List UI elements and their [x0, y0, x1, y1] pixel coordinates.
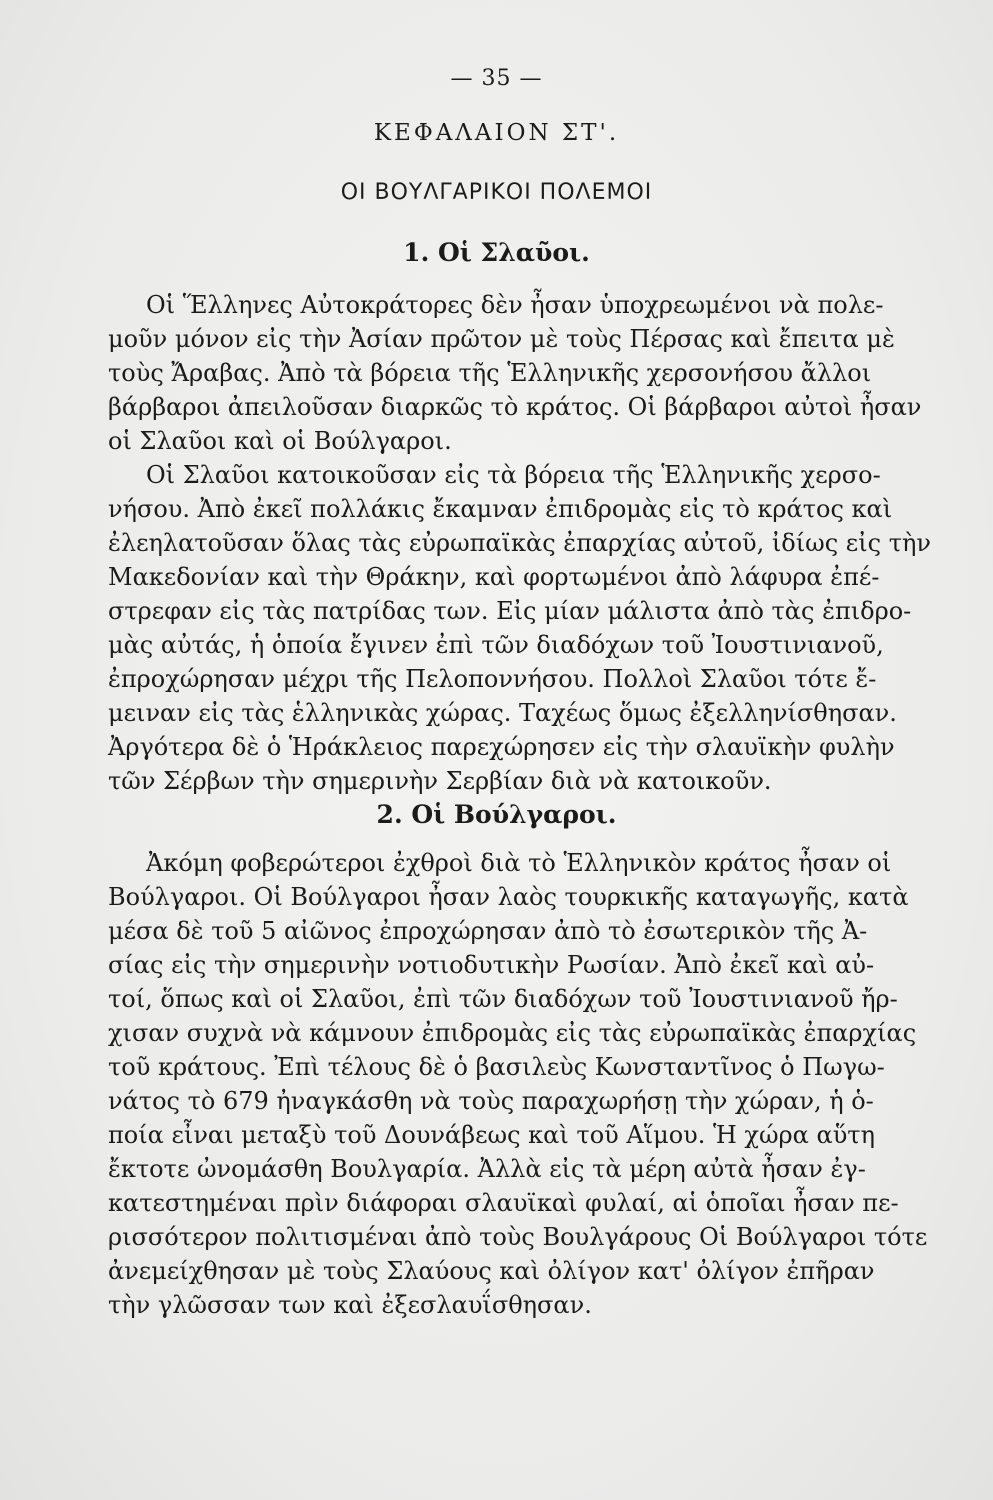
text-line: ἀνεμείχθησαν μὲ τοὺς Σλαύους καὶ ὀλίγον κατ' ὀλίγον ἐπῆραν [108, 1257, 875, 1285]
text-line: ἐλεηλατοῦσαν ὅλας τὰς εὐρωπαϊκὰς ἐπαρχίας αὐτοῦ, ἰδίως εἰς τὴν [108, 529, 931, 557]
section-heading-bulgarians: 2. Οἱ Βούλγαροι. [376, 800, 617, 829]
text-line: τοί, ὅπως καὶ οἱ Σλαῦοι, ἐπὶ τῶν διαδόχων τοῦ Ἰουστινιανοῦ ἤρ- [108, 985, 898, 1013]
text-line: νήσου. Ἀπὸ ἐκεῖ πολλάκις ἔκαμναν ἐπιδρομὰς εἰς τὸ κράτος καὶ [108, 495, 893, 523]
text-line: τὴν γλῶσσαν των καὶ ἐξεσλαυΐσθησαν. [108, 1291, 592, 1319]
text-line: Ἀκόμη φοβερώτεροι ἐχθροὶ διὰ τὸ Ἑλληνικὸν κράτος ἦσαν οἱ [146, 849, 892, 877]
section-heading-slavs: 1. Οἱ Σλαῦοι. [403, 238, 590, 267]
text-line: κατεστημέναι πρὶν διάφοραι σλαυϊκαὶ φυλαί, αἱ ὁποῖαι ἦσαν πε- [108, 1189, 899, 1217]
text-line: νάτος τὸ 679 ἠναγκάσθη νὰ τοὺς παραχωρήσῃ τὴν χώραν, ἡ ὁ- [108, 1087, 874, 1115]
text-line: Ἀργότερα δὲ ὁ Ἡράκλειος παρεχώρησεν εἰς τὴν σλαυϊκὴν φυλὴν [108, 733, 895, 761]
text-line: μέσα δὲ τοῦ 5 αἰῶνος ἐπροχώρησαν ἀπὸ τὸ ἐσωτερικὸν τῆς Ἀ- [108, 917, 868, 945]
text-line: τῶν Σέρβων τὴν σημερινὴν Σερβίαν διὰ νὰ κατοικοῦν. [108, 767, 772, 795]
text-line: ἔκτοτε ὠνομάσθη Βουλγαρία. Ἀλλὰ εἰς τὰ μέρη αὐτὰ ἦσαν ἐγ- [108, 1155, 866, 1183]
text-line: οἱ Σλαῦοι καὶ οἱ Βούλγαροι. [108, 427, 452, 455]
text-line: ρισσότερον πολιτισμέναι ἀπὸ τοὺς Βουλγάρους Οἱ Βούλγαροι τότε [108, 1223, 928, 1251]
text-line: στρεφαν εἰς τὰς πατρίδας των. Εἰς μίαν μάλιστα ἀπὸ τὰς ἐπιδρο- [108, 597, 912, 625]
text-line: τοῦ κράτους. Ἐπὶ τέλους δὲ ὁ βασιλεὺς Κωνσταντῖνος ὁ Πωγω- [108, 1053, 885, 1081]
text-line: Οἱ Σλαῦοι κατοικοῦσαν εἰς τὰ βόρεια τῆς Ἑλληνικῆς χερσο- [146, 461, 881, 489]
chapter-title: ΟΙ ΒΟΥΛΓΑΡΙΚΟΙ ΠΟΛΕΜΟΙ [340, 180, 653, 205]
text-line: ἐπροχώρησαν μέχρι τῆς Πελοποννήσου. Πολλοὶ Σλαῦοι τότε ἔ- [108, 665, 877, 693]
text-line: ποία εἶναι μεταξὺ τοῦ Δουνάβεως καὶ τοῦ Αἵμου. Ἡ χώρα αὕτη [108, 1121, 875, 1149]
chapter-label: ΚΕΦΑΛΑΙΟΝ ΣΤ'. [373, 120, 620, 146]
text-line: Οἱ Ἕλληνες Αὐτοκράτορες δὲν ἦσαν ὑποχρεωμένοι νὰ πολε- [146, 291, 884, 319]
text-line: σίας εἰς τὴν σημερινὴν νοτιοδυτικὴν Ρωσίαν. Ἀπὸ ἐκεῖ καὶ αὐ- [108, 951, 875, 979]
text-line: βάρβαροι ἀπειλοῦσαν διαρκῶς τὸ κράτος. Οἱ βάρβαροι αὐτοὶ ἦσαν [108, 393, 922, 421]
text-line: τοὺς Ἄραβας. Ἀπὸ τὰ βόρεια τῆς Ἑλληνικῆς χερσονήσου ἄλλοι [108, 359, 872, 387]
text-line: μοῦν μόνον εἰς τὴν Ἀσίαν πρῶτον μὲ τοὺς Πέρσας καὶ ἔπειτα μὲ [108, 325, 895, 353]
text-line: μειναν εἰς τὰς ἑλληνικὰς χώρας. Ταχέως ὅμως ἐξελληνίσθησαν. [108, 699, 897, 727]
text-line: χισαν συχνὰ νὰ κάμνουν ἐπιδρομὰς εἰς τὰς εὐρωπαϊκὰς ἐπαρχίας [108, 1019, 917, 1047]
text-line: Μακεδονίαν καὶ τὴν Θράκην, καὶ φορτωμένοι ἀπὸ λάφυρα ἐπέ- [108, 563, 880, 591]
text-line: Βούλγαροι. Οἱ Βούλγαροι ἦσαν λαὸς τουρκικῆς καταγωγῆς, κατὰ [108, 883, 909, 911]
text-line: μὰς αὐτάς, ἡ ὁποία ἔγινεν ἐπὶ τῶν διαδόχων τοῦ Ἰουστινιανοῦ, [108, 631, 884, 659]
page-number: — 35 — [450, 66, 543, 91]
